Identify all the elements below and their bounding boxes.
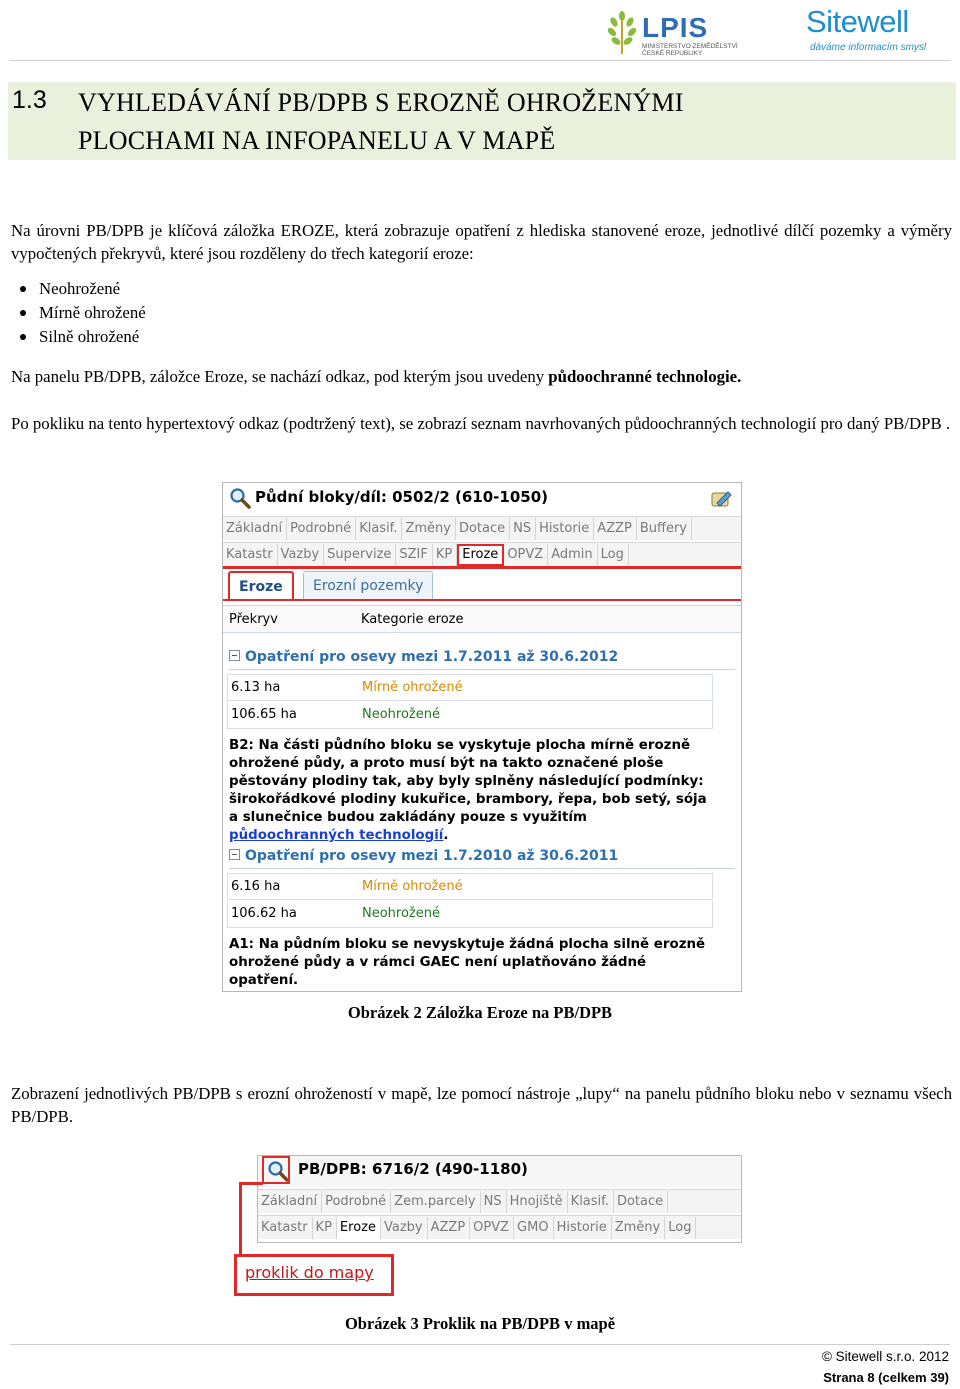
table-row xyxy=(227,674,713,701)
wheat-icon xyxy=(604,10,640,56)
note-bold: širokořádkové plodiny kukuřice, brambory, řepa, bob setý, sója a slunečnice budou zakládány pouze s využitím xyxy=(229,792,707,825)
map-link-callout[interactable]: proklik do mapy xyxy=(234,1254,394,1296)
category-value: Neohrožené xyxy=(362,707,440,722)
area-value: 6.13 ha xyxy=(231,680,281,695)
tab-opvz[interactable]: OPVZ xyxy=(504,544,548,566)
figure-caption: Obrázek 2 Záložka Eroze na PB/DPB xyxy=(347,1003,613,1022)
tab-gmo[interactable]: GMO xyxy=(514,1217,554,1239)
tab-dotace[interactable]: Dotace xyxy=(456,518,510,540)
lpis-logo xyxy=(604,8,744,58)
screenshot-pbdpb-panel xyxy=(257,1155,742,1243)
category-value: Mírně ohrožené xyxy=(362,680,463,695)
column-header-prekryv: Překryv xyxy=(229,612,278,627)
section-divider xyxy=(229,868,735,869)
highlight-bar xyxy=(223,599,741,601)
section-number: 1.3 xyxy=(12,86,47,114)
lpis-subtitle: MINISTERSTVO ZEMĚDĚLSTVÍ ČESKÉ REPUBLIKY xyxy=(642,43,738,57)
tab-zmeny[interactable]: Změny xyxy=(402,518,456,540)
panel-title: Půdní bloky/díl: 0502/2 (610-1050) xyxy=(255,488,548,506)
section-title: Opatření pro osevy mezi 1.7.2011 až 30.6.2012 xyxy=(245,649,619,665)
table-row xyxy=(227,901,713,928)
tab-opvz[interactable]: OPVZ xyxy=(470,1217,514,1239)
tab-zem-parcely[interactable]: Zem.parcely xyxy=(391,1191,480,1213)
table-row xyxy=(227,702,713,729)
panel-title-bar xyxy=(258,1156,741,1188)
measure-note xyxy=(229,936,709,990)
section-header[interactable] xyxy=(229,649,618,665)
screenshot-eroze-tab xyxy=(222,482,742,992)
tab-klasif[interactable]: Klasif. xyxy=(356,518,402,540)
area-value: 106.62 ha xyxy=(231,906,297,921)
tab-row-1 xyxy=(223,516,741,540)
tab-admin[interactable]: Admin xyxy=(548,544,597,566)
note-end: . xyxy=(443,828,449,843)
paragraph-link-note xyxy=(11,365,952,388)
tab-kp[interactable]: KP xyxy=(433,544,457,566)
collapse-icon[interactable] xyxy=(229,849,240,860)
category-value: Neohrožené xyxy=(362,906,440,921)
callout-connector xyxy=(239,1182,263,1185)
list-item: Silně ohrožené xyxy=(20,325,146,349)
tab-buffery[interactable]: Buffery xyxy=(637,518,692,540)
table-header xyxy=(223,605,741,633)
tab-zakladni[interactable]: Základní xyxy=(258,1191,322,1213)
tab-azzp[interactable]: AZZP xyxy=(428,1217,471,1239)
tab-vazby[interactable]: Vazby xyxy=(278,544,325,566)
subtab-erozni-pozemky[interactable]: Erozní pozemky xyxy=(303,571,433,601)
paragraph-intro: Na úrovni PB/DPB je klíčová záložka EROZE, která zobrazuje opatření z hlediska stanovené eroze, jednotlivé dílčí pozemky a výměry vypočtených překryvů, které jsou rozděleny do třech kategorií eroze: xyxy=(11,221,952,263)
section-divider xyxy=(229,669,735,670)
collapse-icon[interactable] xyxy=(229,650,240,661)
tab-zakladni[interactable]: Základní xyxy=(223,518,287,540)
tab-historie[interactable]: Historie xyxy=(554,1217,612,1239)
panel-title-bar xyxy=(223,483,741,516)
section-title-line2: PLOCHAMI NA INFOPANELU A V MAPĚ xyxy=(78,126,556,155)
note-text: Na části půdního bloku se vyskytuje plocha mírně erozně ohrožené půdy, a proto musí být na takto označené ploše pěstovány plodiny tak, aby byly splněny následující podmínky: xyxy=(229,738,704,789)
section-header[interactable] xyxy=(229,848,618,864)
tab-azzp[interactable]: AZZP xyxy=(594,518,637,540)
tab-ns[interactable]: NS xyxy=(510,518,536,540)
list-item: Neohrožené xyxy=(20,277,146,301)
tab-katastr[interactable]: Katastr xyxy=(223,544,278,566)
note-text: Na půdním bloku se nevyskytuje žádná plocha silně erozně ohrožené půdy a v rámci GAEC není uplatňováno žádné opatření. xyxy=(229,937,706,988)
measure-note xyxy=(229,737,709,845)
area-value: 6.16 ha xyxy=(231,879,281,894)
tab-klasif[interactable]: Klasif. xyxy=(568,1191,614,1213)
magnifier-icon[interactable] xyxy=(229,487,251,509)
paragraph-map: Zobrazení jednotlivých PB/DPB s erozní ohrožeností v mapě, lze pomocí nástroje „lupy“ na panelu půdního bloku nebo v seznamu všech PB/DPB. xyxy=(11,1084,952,1126)
edit-icon[interactable] xyxy=(711,489,733,509)
tab-katastr[interactable]: Katastr xyxy=(258,1217,313,1239)
category-value: Mírně ohrožené xyxy=(362,879,463,894)
sitewell-logo xyxy=(806,4,956,56)
lpis-wordmark: LPIS xyxy=(642,12,709,43)
tab-podrobne[interactable]: Podrobné xyxy=(287,518,356,540)
tab-ns[interactable]: NS xyxy=(481,1191,507,1213)
section-title xyxy=(78,84,684,160)
tab-log[interactable]: Log xyxy=(598,544,629,566)
paragraph-hyperlink: Po pokliku na tento hypertextový odkaz (podtržený text), se zobrazí seznam navrhovaných půdoochranných technologií pro daný PB/DPB . xyxy=(11,414,951,433)
figure-caption: Obrázek 3 Proklik na PB/DPB v mapě xyxy=(344,1314,616,1333)
area-value: 106.65 ha xyxy=(231,707,297,722)
tab-vazby[interactable]: Vazby xyxy=(381,1217,428,1239)
page-header xyxy=(0,0,960,62)
note-code: B2: xyxy=(229,738,254,753)
header-divider xyxy=(10,60,950,61)
tab-podrobne[interactable]: Podrobné xyxy=(322,1191,391,1213)
highlight-bar xyxy=(223,566,741,569)
section-heading xyxy=(8,82,956,160)
tab-szif[interactable]: SZIF xyxy=(396,544,432,566)
soil-protection-link[interactable]: půdoochranných technologií xyxy=(229,828,444,843)
footer-divider xyxy=(10,1344,950,1345)
erosion-category-list xyxy=(20,277,146,349)
tab-kp[interactable]: KP xyxy=(313,1217,337,1239)
panel-title: PB/DPB: 6716/2 (490-1180) xyxy=(298,1160,528,1178)
footer-page-number: Strana 8 (celkem 39) xyxy=(823,1370,949,1385)
subtab-eroze[interactable]: Eroze xyxy=(228,571,294,601)
column-header-kategorie: Kategorie eroze xyxy=(361,612,464,627)
tab-row-1 xyxy=(258,1189,741,1213)
paragraph-link-note-bold: půdoochranné technologie. xyxy=(548,367,742,386)
tab-log[interactable]: Log xyxy=(665,1217,696,1239)
sitewell-wordmark: Sitewell xyxy=(806,4,909,39)
tab-eroze[interactable]: Eroze xyxy=(457,544,504,566)
tab-supervize[interactable]: Supervize xyxy=(324,544,396,566)
list-item: Mírně ohrožené xyxy=(20,301,146,325)
section-title: Opatření pro osevy mezi 1.7.2010 až 30.6.2011 xyxy=(245,848,619,864)
tab-row-2 xyxy=(258,1215,741,1239)
table-row xyxy=(227,873,713,900)
tab-zmeny[interactable]: Změny xyxy=(612,1217,666,1239)
magnifier-highlight xyxy=(262,1156,290,1184)
paragraph-link-note-text: Na panelu PB/DPB, záložce Eroze, se nachází odkaz, pod kterým jsou uvedeny xyxy=(11,367,549,386)
section-title-line1: VYHLEDÁVÁNÍ PB/DPB S EROZNĚ OHROŽENÝMI xyxy=(78,88,684,117)
footer-copyright: © Sitewell s.r.o. 2012 xyxy=(821,1349,949,1364)
tab-eroze[interactable]: Eroze xyxy=(337,1217,381,1239)
callout-connector xyxy=(239,1184,242,1256)
tab-row-2 xyxy=(223,542,741,566)
sitewell-tagline: dáváme informacím smysl xyxy=(810,42,927,53)
tab-hnojiste[interactable]: Hnojiště xyxy=(507,1191,568,1213)
tab-historie[interactable]: Historie xyxy=(536,518,594,540)
note-code: A1: xyxy=(229,937,255,952)
tab-dotace[interactable]: Dotace xyxy=(614,1191,668,1213)
